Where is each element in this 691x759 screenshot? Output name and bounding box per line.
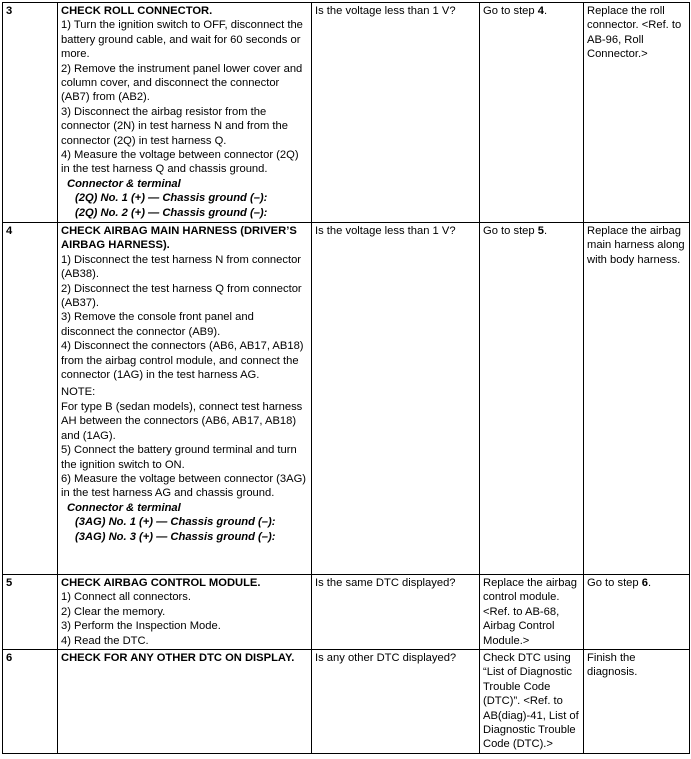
check-question: Is any other DTC displayed? bbox=[312, 650, 480, 754]
yes-step-ref: 5 bbox=[537, 225, 544, 237]
table-row bbox=[3, 650, 690, 754]
no-action bbox=[584, 575, 690, 650]
connector-terminal: (2Q) No. 1 (+) — Chassis ground (–): bbox=[75, 192, 268, 205]
procedure-line: 1) Turn the ignition switch to OFF, disconnect the battery ground cable, and wait for 60 seconds or more. bbox=[61, 19, 303, 61]
no-suffix: . bbox=[647, 577, 652, 589]
yes-action: Check DTC using “List of Diagnostic Trouble Code (DTC)”. <Ref. to AB(diag)-41, List of Diagnostic Trouble Code (DTC).> bbox=[480, 650, 584, 754]
yes-action bbox=[480, 223, 584, 575]
yes-suffix: . bbox=[543, 5, 548, 17]
connector-terminal: (2Q) No. 2 (+) — Chassis ground (–): bbox=[75, 206, 268, 219]
step-title: CHECK ROLL CONNECTOR. bbox=[61, 5, 213, 17]
note-text: For type B (sedan models), connect test harness AH between the connectors (AB6, AB17, AB18) and (1AG). bbox=[61, 400, 303, 442]
connector-terminal: (3AG) No. 3 (+) — Chassis ground (–): bbox=[75, 530, 276, 543]
note-label: NOTE: bbox=[61, 386, 96, 399]
check-question: Is the voltage less than 1 V? bbox=[312, 223, 480, 575]
yes-action bbox=[480, 3, 584, 223]
yes-prefix: Go to step bbox=[483, 225, 538, 237]
no-step-ref: 6 bbox=[641, 577, 648, 589]
step-title: CHECK FOR ANY OTHER DTC ON DISPLAY. bbox=[61, 652, 295, 665]
step-title: CHECK AIRBAG CONTROL MODULE. bbox=[61, 577, 261, 589]
connector-terminal-heading: Connector & terminal bbox=[67, 501, 181, 514]
step-procedure bbox=[58, 650, 312, 754]
connector-terminal: (3AG) No. 1 (+) — Chassis ground (–): bbox=[75, 516, 276, 529]
step-procedure bbox=[58, 3, 312, 223]
procedure-line: 3) Perform the Inspection Mode. bbox=[61, 620, 221, 633]
procedure-line: 3) Remove the console front panel and disconnect the connector (AB9). bbox=[61, 311, 254, 338]
procedure-line: 5) Connect the battery ground terminal and turn the ignition switch to ON. bbox=[61, 444, 297, 471]
table-row bbox=[3, 3, 690, 223]
procedure-line: 6) Measure the voltage between connector (3AG) in the test harness AG and chassis ground. bbox=[61, 472, 307, 500]
procedure-line: 4) Read the DTC. bbox=[61, 634, 149, 647]
yes-step-ref: 4 bbox=[537, 5, 544, 17]
yes-prefix: Go to step bbox=[483, 5, 538, 17]
step-procedure bbox=[58, 223, 312, 575]
procedure-line: 3) Disconnect the airbag resistor from the connector (2N) in test harness N and from the connector (2Q) in test harness Q. bbox=[61, 105, 288, 147]
no-prefix: Go to step bbox=[587, 577, 642, 589]
table-row bbox=[3, 223, 690, 575]
procedure-line: 4) Disconnect the connectors (AB6, AB17, AB18) from the airbag control module, and connect the connector (1AG) in the test harness AG. bbox=[61, 340, 304, 382]
diagnostic-procedure-table bbox=[2, 2, 690, 754]
procedure-line: 2) Remove the instrument panel lower cover and column cover, and disconnect the connector (AB7) from (AB2). bbox=[61, 62, 303, 104]
check-question: Is the same DTC displayed? bbox=[312, 575, 480, 650]
procedure-line: 1) Connect all connectors. bbox=[61, 591, 191, 604]
yes-action: Replace the airbag control module. <Ref. to AB-68, Airbag Control Module.> bbox=[480, 575, 584, 650]
no-action: Replace the roll connector. <Ref. to AB-96, Roll Connector.> bbox=[584, 3, 690, 223]
check-question: Is the voltage less than 1 V? bbox=[312, 3, 480, 223]
procedure-line: 2) Disconnect the test harness Q from connector (AB37). bbox=[61, 282, 302, 310]
step-number: 6 bbox=[3, 650, 58, 754]
step-procedure bbox=[58, 575, 312, 650]
table-row bbox=[3, 575, 690, 650]
procedure-line: 4) Measure the voltage between connector (2Q) in the test harness Q and chassis ground. bbox=[61, 149, 299, 176]
step-number: 4 bbox=[3, 223, 58, 575]
step-number: 3 bbox=[3, 3, 58, 223]
procedure-line: 1) Disconnect the test harness N from connector (AB38). bbox=[61, 253, 302, 281]
procedure-line: 2) Clear the memory. bbox=[61, 605, 166, 618]
no-action: Finish the diagnosis. bbox=[584, 650, 690, 754]
connector-terminal-heading: Connector & terminal bbox=[67, 177, 181, 190]
no-action: Replace the airbag main harness along with body harness. bbox=[584, 223, 690, 575]
step-title: CHECK AIRBAG MAIN HARNESS (DRIVER’S AIRBAG HARNESS). bbox=[61, 225, 297, 252]
yes-suffix: . bbox=[543, 225, 548, 237]
step-number: 5 bbox=[3, 575, 58, 650]
